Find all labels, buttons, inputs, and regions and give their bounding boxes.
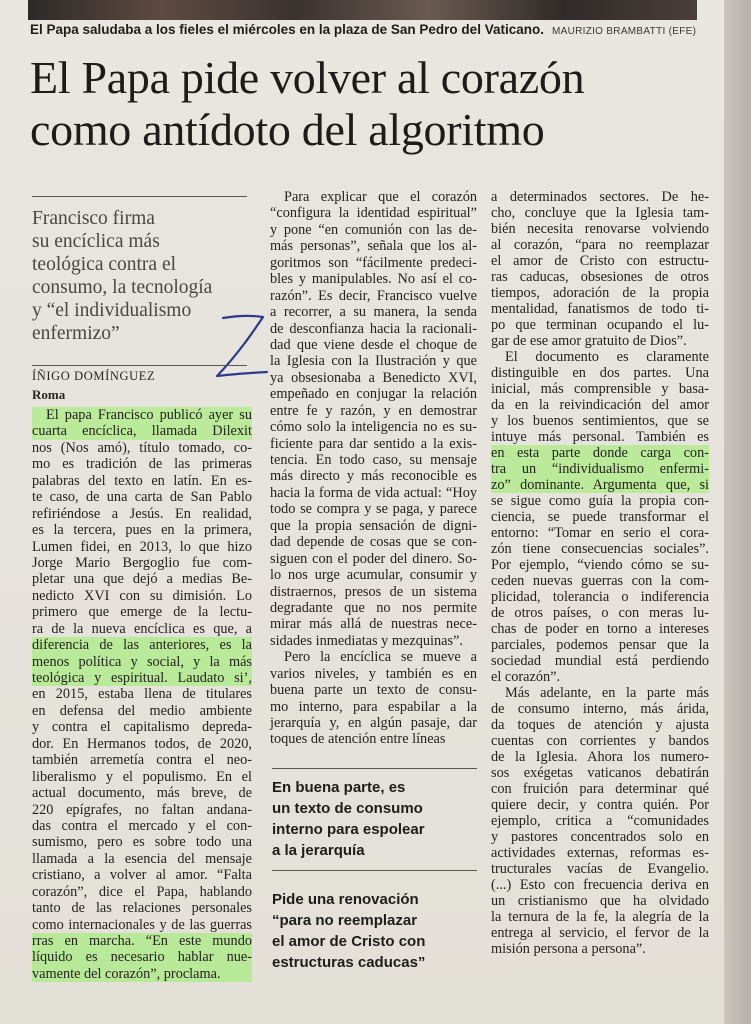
article-line: el amor de Cristo con estructu- bbox=[491, 253, 709, 269]
article-line: tra un “individualismo enfermi- bbox=[491, 461, 709, 477]
article-line: El papa Francisco publicó ayer su bbox=[32, 407, 252, 423]
photo-credit: MAURIZIO BRAMBATTI (EFE) bbox=[551, 26, 697, 37]
article-line: toques de atención entre líneas bbox=[270, 731, 446, 748]
article-line: líquido es necesario hablar nue- bbox=[32, 949, 252, 966]
byline-place: Roma bbox=[32, 387, 66, 402]
article-line: ya obsesionaba a Benedicto XVI, bbox=[270, 369, 477, 386]
pullquote-line: “para no reemplazar bbox=[272, 912, 418, 929]
byline-author: ÍÑIGO DOMÍNGUEZ bbox=[32, 369, 156, 383]
article-line: al corazón, “para no reemplazar bbox=[491, 237, 709, 253]
article-line: buena parte un texto de consu- bbox=[270, 682, 477, 699]
article-line: vamente del corazón”, proclama. bbox=[32, 966, 252, 982]
article-line: de otros países, o con meras lu- bbox=[491, 605, 709, 621]
pullquote-line: a la jerarquía bbox=[272, 842, 365, 859]
caption-text: El Papa saludaba a los fieles el miércoles en la plaza de San Pedro del Vaticano. bbox=[30, 22, 544, 37]
article-line: das contra el mercado y el con- bbox=[32, 817, 252, 834]
article-line: la Iglesia con la Ilustración y que bbox=[270, 353, 477, 370]
pullquote-line: estructuras caducas” bbox=[272, 954, 426, 971]
article-line: de desconfianza hacia la racionali- bbox=[270, 320, 477, 337]
article-line: a recorrer, a su manera, la senda bbox=[270, 304, 477, 321]
article-line: dor. En Hermanos todos, de 2020, bbox=[32, 735, 252, 752]
article-line: actual documento, más breve, de bbox=[32, 785, 252, 802]
article-line: mirar más allá de nuestras nece- bbox=[270, 616, 477, 633]
article-line: Más adelante, en la parte más bbox=[505, 685, 709, 701]
byline-rule bbox=[32, 365, 247, 366]
article-line: ceden nuevas guerras con la com- bbox=[491, 573, 709, 589]
article-line: inicial, más comprensible y basa- bbox=[491, 381, 709, 397]
article-line: con fruición para determinar qué bbox=[491, 781, 709, 797]
article-line: mentalidad, fanatismos de todo ti- bbox=[491, 301, 709, 317]
pullquote-2 bbox=[272, 889, 490, 973]
article-line: tiempos, adoración de la propia bbox=[491, 285, 709, 301]
article-line: te caso, de una carta de San Pablo bbox=[32, 489, 252, 506]
article-line: quiere decir, y contra quién. Por bbox=[491, 797, 709, 813]
article-line: empeñado en conjugar la relación bbox=[270, 386, 477, 403]
article-line: varios niveles, y también es en bbox=[270, 665, 477, 682]
article-line: chas de poder en torno a intereses bbox=[491, 621, 709, 637]
article-line: bién necesita renovarse volviendo bbox=[491, 221, 709, 237]
article-line: sos exégetas vaticanos debatirán bbox=[491, 765, 709, 781]
article-line: gar de ese amor gratuito de Dios”. bbox=[491, 333, 687, 349]
article-line: mo es tradición de las primeras bbox=[32, 456, 252, 473]
pullquote-1 bbox=[272, 777, 490, 861]
article-line: plicidad, tolerancia o indiferencia bbox=[491, 589, 709, 605]
article-line: palabras del texto en latín. En es- bbox=[32, 472, 252, 489]
article-line: goritmos son “fácilmente predeci- bbox=[270, 254, 477, 271]
article-line: da en la reivindicación del amor bbox=[491, 397, 709, 413]
article-line: en 2015, estaba llena de titulares bbox=[32, 686, 252, 703]
article-line: más personas”, señala que los al- bbox=[270, 238, 477, 255]
article-line: rras en marcha. “En este mundo bbox=[32, 933, 252, 949]
article-line: refiriéndose a Jesús. En realidad, bbox=[32, 505, 252, 522]
article-line: se sigue como guía la propia con- bbox=[491, 493, 709, 509]
article-line: ras caducas, obsesiones de otros bbox=[491, 269, 709, 285]
article-line: Lumen fidei, en 2013, lo que hizo bbox=[32, 538, 252, 555]
article-line: cómo solo la inteligencia no es su- bbox=[270, 419, 477, 436]
article-line: entorno: “Tomar en serio el cora- bbox=[491, 525, 709, 541]
article-line: parciales, podemos pensar que la bbox=[491, 637, 709, 653]
article-line: entre fe y razón, y en demostrar bbox=[270, 402, 477, 419]
article-line: teológica y espiritual. Laudato si’, bbox=[32, 670, 252, 686]
subhead-line: consumo, la tecnología bbox=[32, 277, 213, 298]
article-line: Jorge Mario Bergoglio fue com- bbox=[32, 554, 252, 571]
pullquote-line: el amor de Cristo con bbox=[272, 933, 426, 950]
article-line: Por ejemplo, “viendo cómo se su- bbox=[491, 557, 709, 573]
photo-strip bbox=[28, 0, 697, 20]
article-line: dad que viene desde el choque de bbox=[270, 336, 477, 353]
article-line: degradante que no nos permite bbox=[270, 599, 477, 616]
article-line: dad depende de cosas que se con- bbox=[270, 534, 477, 551]
article-line: ra de la nueva encíclica es que, a bbox=[32, 620, 252, 637]
article-line: es la tercera, pues en la primera, bbox=[32, 522, 252, 539]
article-column-2 bbox=[270, 189, 477, 748]
pullquote-line: Pide una renovación bbox=[272, 891, 419, 908]
article-line: que la propia sensación de digni- bbox=[270, 517, 477, 534]
article-line: y contra el capitalismo depreda- bbox=[32, 719, 252, 736]
pullquote-line: un texto de consumo bbox=[272, 800, 423, 817]
article-line: bles y manipulables. No así el co- bbox=[270, 271, 477, 288]
article-line: de la Iglesia. Ahora los numero- bbox=[491, 749, 709, 765]
pullquote-rule bbox=[272, 768, 477, 769]
article-line: ficiente para dar sentido a la exis- bbox=[270, 435, 477, 452]
article-line: cuentas con corrientes y bandos bbox=[491, 733, 709, 749]
article-line: a determinados sectores. De he- bbox=[491, 189, 709, 205]
article-line: tanto de las relaciones personales bbox=[32, 900, 252, 917]
article-line: mo interno, para espabilar a la bbox=[270, 698, 477, 715]
article-line: da toques de atención y ajusta bbox=[491, 717, 709, 733]
article-line: nos (Nos amó), título tomado, co- bbox=[32, 439, 252, 456]
article-line: un cristianismo que ha olvidado bbox=[491, 893, 709, 909]
article-line: menos política y social, y la más bbox=[32, 653, 252, 670]
article-line: pletar una que dejó a medias Be- bbox=[32, 571, 252, 588]
article-line: misión persona a persona”. bbox=[491, 941, 646, 957]
subhead-line: su encíclica más bbox=[32, 231, 160, 252]
article-line: en defensa del medio ambiente bbox=[32, 702, 252, 719]
article-line: el corazón”. bbox=[491, 669, 561, 685]
article-line: lo nos urge acumular, consumir y bbox=[270, 567, 477, 584]
article-line: hacia la forma de vida actual: “Hoy bbox=[270, 484, 477, 501]
subhead-line: Francisco firma bbox=[32, 208, 155, 229]
article-line: actividades externas, reformas es- bbox=[491, 845, 709, 861]
page-edge bbox=[724, 0, 751, 1024]
subhead-line: y “el individualismo bbox=[32, 300, 192, 321]
headline-line: El Papa pide volver al corazón bbox=[30, 52, 585, 103]
article-line: sumismo, pero es sobre todo una bbox=[32, 834, 252, 851]
article-line: llamada a la esencia del mensaje bbox=[32, 850, 252, 867]
article-line: zo” dominante. Argumenta que, si bbox=[491, 477, 709, 493]
headline bbox=[30, 52, 710, 156]
article-line: Para explicar que el corazón bbox=[284, 189, 477, 205]
article-line: distinguible en dos partes. Una bbox=[491, 365, 709, 381]
article-line: sidades inmediatas y mezquinas”. bbox=[270, 632, 463, 649]
article-line: razón”. Es decir, Francisco vuelve bbox=[270, 287, 477, 304]
article-line: cuarta encíclica, llamada Dilexit bbox=[32, 423, 252, 440]
article-line: de consumo interno, más árida, bbox=[491, 701, 709, 717]
article-line: más directo y más reconocible es bbox=[270, 468, 477, 485]
article-line: (...) Esto con frecuencia deriva en bbox=[491, 877, 709, 893]
article-line: liberalismo y el populismo. En el bbox=[32, 768, 252, 785]
photo-caption bbox=[30, 22, 696, 42]
article-column-1 bbox=[32, 407, 252, 982]
article-line: 220 epígrafes, no faltan andana- bbox=[32, 801, 252, 818]
article-line: po que terminan ocupando el lu- bbox=[491, 317, 709, 333]
subhead-top-rule bbox=[32, 196, 247, 197]
article-line: tructurales vacías de Evangelio. bbox=[491, 861, 709, 877]
pullquote-rule bbox=[272, 870, 477, 871]
subhead-line: teológica contra el bbox=[32, 254, 177, 275]
article-line: jerarquía y, en algún pasaje, dar bbox=[270, 715, 477, 731]
article-line: distraernos, presos de un sistema bbox=[270, 583, 477, 600]
article-line: cho, concluye que la Iglesia tam- bbox=[491, 205, 709, 221]
article-line: y pastores concentrados solo en bbox=[491, 829, 709, 845]
article-line: la ternura de la fe, la alegría de la bbox=[491, 909, 709, 925]
article-line: “configura la identidad espiritual” bbox=[270, 205, 477, 222]
article-line: cristiano, a volver al amor. “Falta bbox=[32, 867, 252, 884]
article-line: primero que emerge de la lectu- bbox=[32, 604, 252, 621]
article-line: nedicto XVI con su dimisión. Lo bbox=[32, 587, 252, 604]
article-line: entrega al servicio, el fervor de la bbox=[491, 925, 709, 941]
article-line: todo se compra y se paga, y parece bbox=[270, 501, 477, 518]
article-line: corazón”, dice el Papa, hablando bbox=[32, 883, 252, 900]
article-line: diferencia de las anteriores, es la bbox=[32, 637, 252, 654]
article-line: siguen con el poder del dinero. So- bbox=[270, 550, 477, 567]
article-line: en esta parte donde carga con- bbox=[491, 445, 709, 461]
article-line: y pone “en comunión con las de- bbox=[270, 221, 477, 238]
article-line: ejemplo, critica a “comunidades bbox=[491, 813, 709, 829]
pullquote-line: interno para espolear bbox=[272, 821, 425, 838]
pullquote-line: En buena parte, es bbox=[272, 779, 406, 796]
article-line: y los buenos sentimientos, que se bbox=[491, 413, 709, 429]
article-line: tencia. En todo caso, su mensaje bbox=[270, 452, 477, 468]
article-line: El documento es claramente bbox=[505, 349, 709, 365]
article-line: zón tiene consecuencias sociales”. bbox=[491, 541, 709, 557]
article-line: ciencia, se puede transformar el bbox=[491, 509, 709, 525]
article-line: como internacionales y de las guerras bbox=[32, 916, 252, 933]
article-column-3 bbox=[491, 189, 709, 957]
subhead-line: enfermizo” bbox=[32, 323, 120, 344]
article-line: intuye más personal. También es bbox=[491, 429, 709, 445]
headline-line: como antídoto del algoritmo bbox=[30, 104, 545, 155]
article-line: sociedad mundial está perdiendo bbox=[491, 653, 709, 669]
article-line: también arremetía contra el neo- bbox=[32, 752, 252, 769]
article-line: Pero la encíclica se mueve a bbox=[284, 649, 477, 666]
